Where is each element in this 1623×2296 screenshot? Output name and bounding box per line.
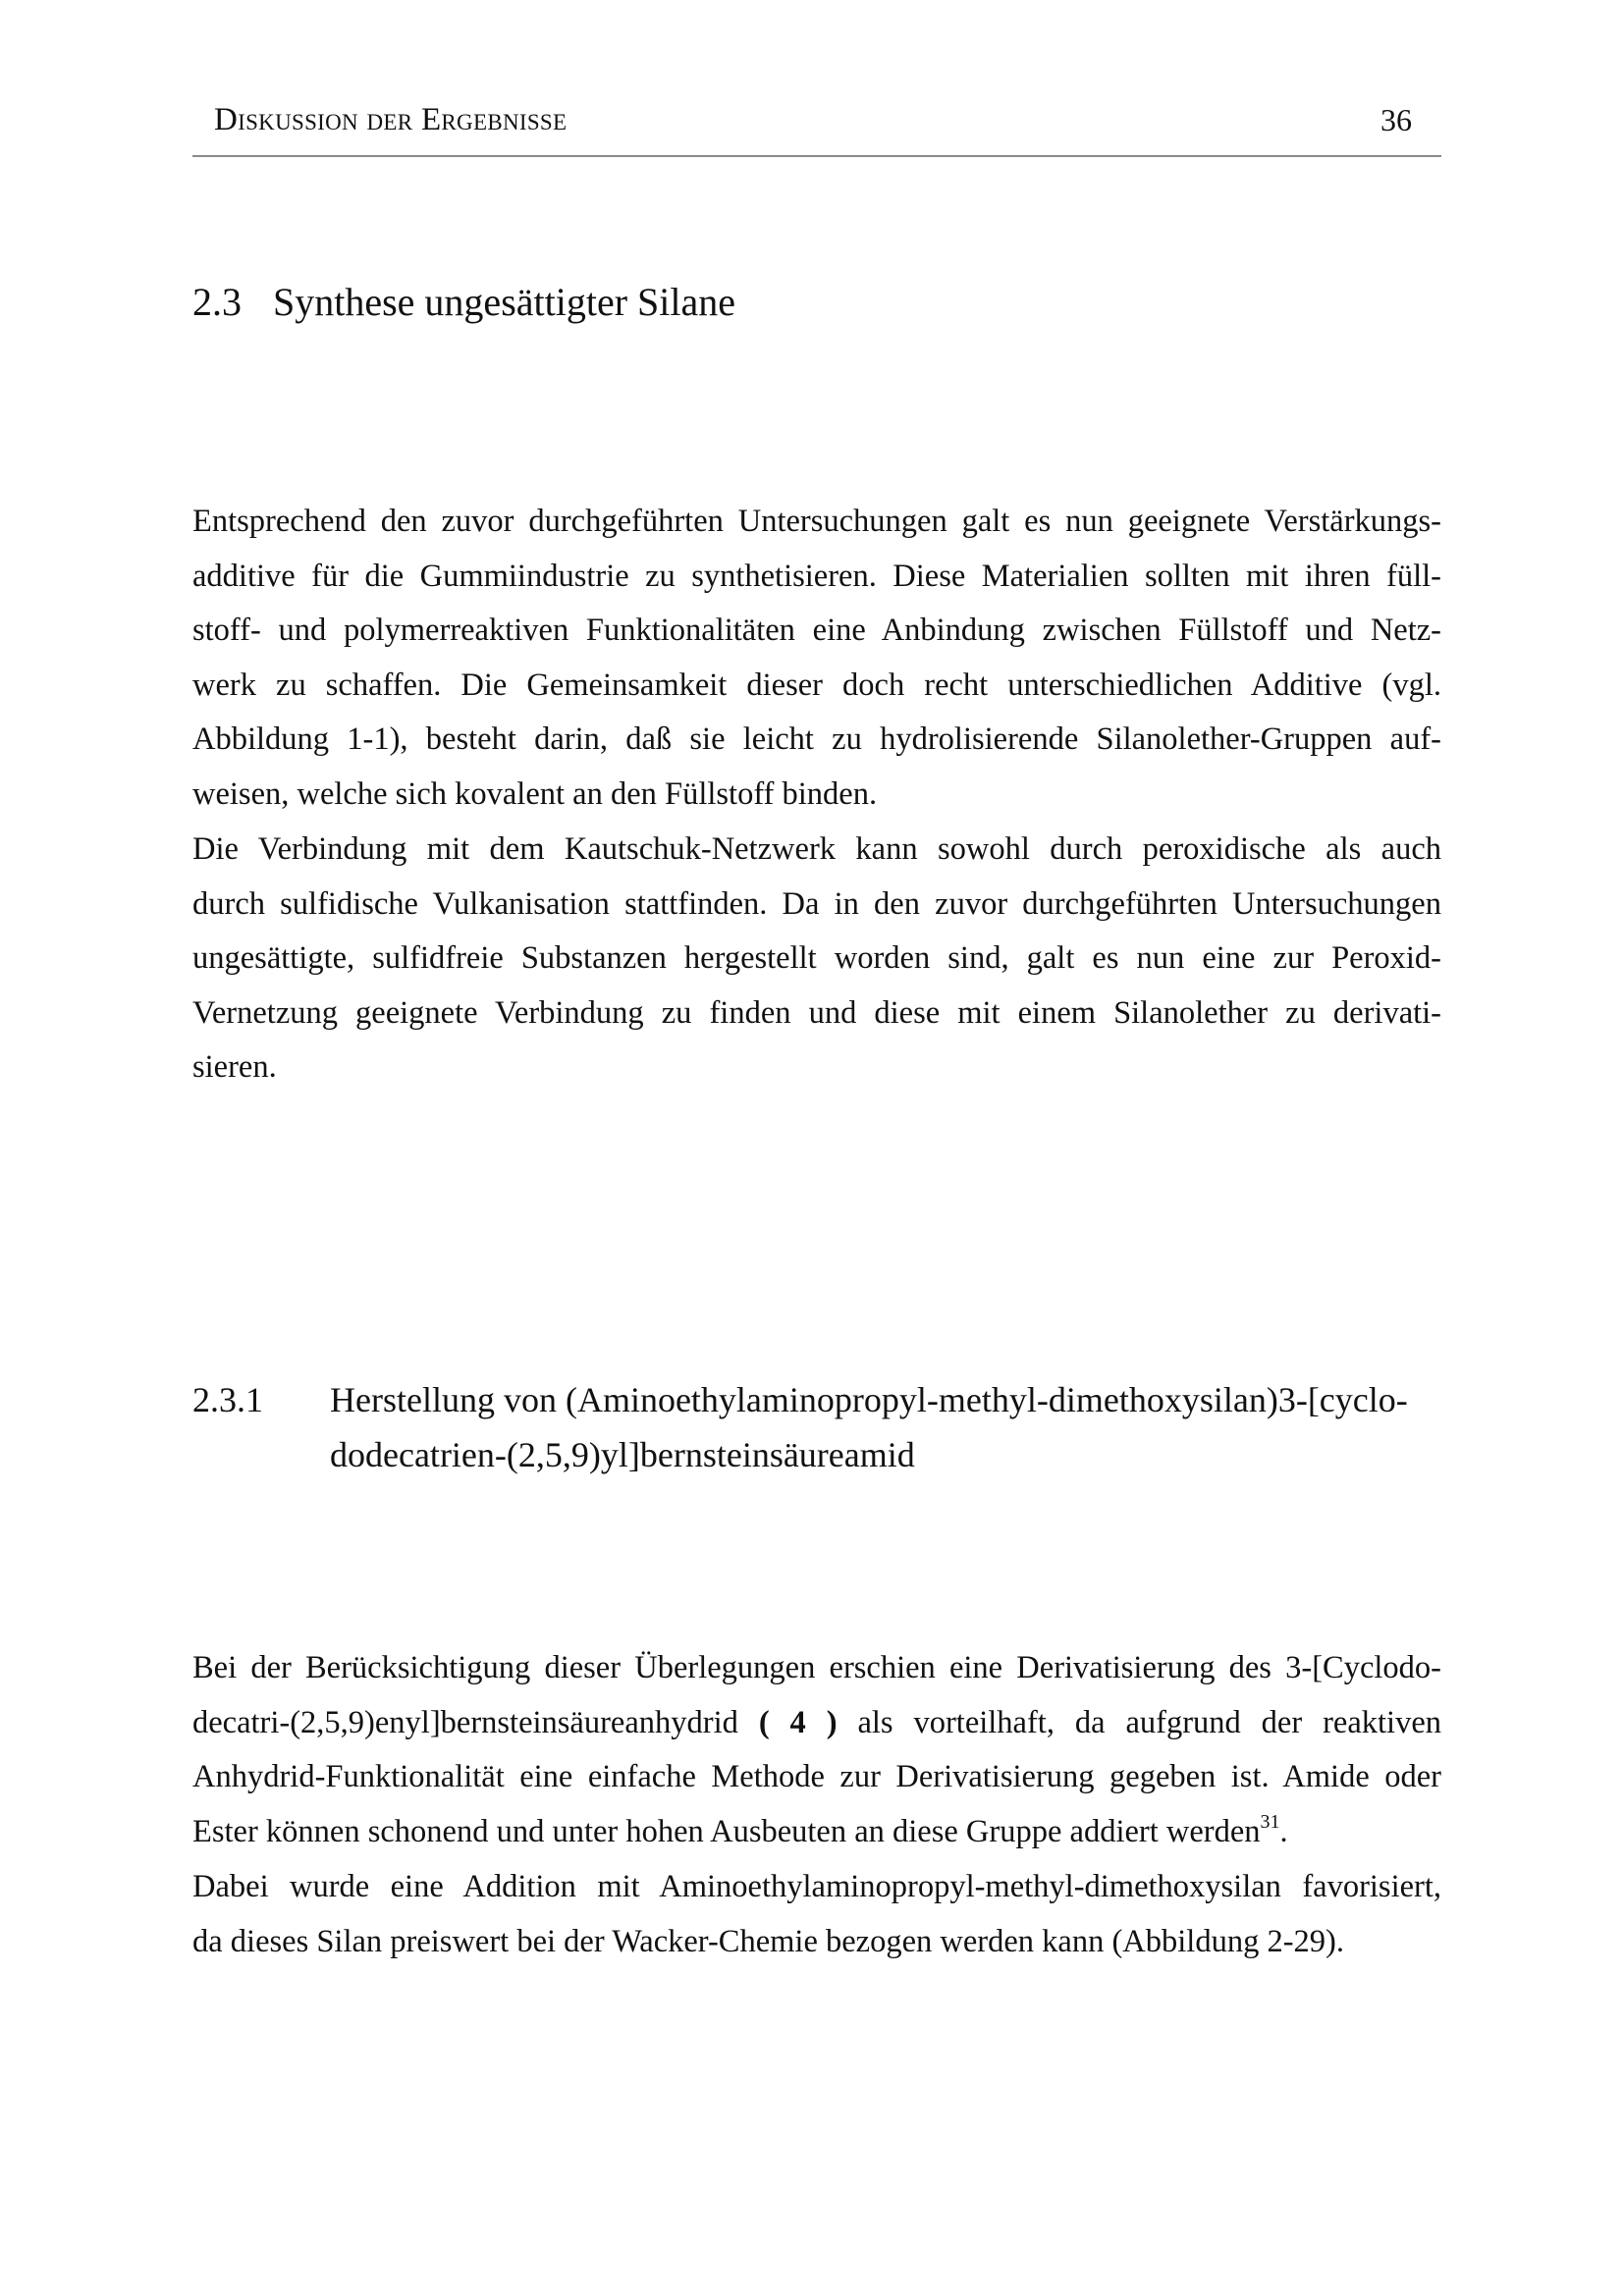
section-heading (192, 277, 735, 328)
paragraph-3 (192, 1641, 1441, 1859)
subsection-title (330, 1372, 1441, 1482)
paragraph-line: sieren. (192, 1049, 277, 1085)
paragraph-line: Bei der Berücksichtigung dieser Überlegungen erschien eine Derivatisierung des 3-[Cyclodo- (192, 1650, 1441, 1685)
paragraph-line: Vernetzung geeignete Verbindung zu finden und diese mit einem Silanolether zu derivati- (192, 994, 1441, 1031)
paragraph-line: Entsprechend den zuvor durchgeführten Untersuchungen galt es nun geeignete Verstärkungs- (192, 504, 1441, 539)
page-number: 36 (1380, 102, 1412, 137)
section-number: 2.3 (192, 280, 242, 324)
line-text: . (1279, 1813, 1288, 1849)
paragraph-4 (192, 1860, 1441, 1969)
subsection-title-line: dodecatrien-(2,5,9)yl]bernsteinsäureamid (330, 1435, 915, 1474)
subsection-title-line: Herstellung von (Aminoethylaminopropyl-methyl-dimethoxysilan)3-[cyclo- (330, 1380, 1408, 1419)
paragraph-line (192, 1805, 1441, 1860)
page-header (192, 98, 1441, 157)
line-text: als vorteilhaft, da aufgrund der reaktiven (857, 1704, 1442, 1740)
subsection-number: 2.3.1 (192, 1380, 263, 1419)
paragraph-line: ungesättigte, sulfidfreie Substanzen hergestellt worden sind, galt es nun eine zur Peroxid- (192, 940, 1441, 976)
paragraph-line: Die Verbindung mit dem Kautschuk-Netzwerk kann sowohl durch peroxidische als auch (192, 831, 1441, 867)
line-text: decatri-(2,5,9)enyl]bernsteinsäureanhydrid (192, 1704, 738, 1740)
paragraph-line: stoff- und polymerreaktiven Funktionalitäten eine Anbindung zwischen Füllstoff und Netz- (192, 613, 1441, 648)
section-title: Synthese ungesättigter Silane (273, 280, 736, 324)
paragraph-line: weisen, welche sich kovalent an den Füllstoff binden. (192, 775, 878, 812)
paragraph-line (192, 1696, 1441, 1751)
footnote-reference: 31 (1260, 1810, 1280, 1833)
paragraph-line: Dabei wurde eine Addition mit Aminoethylaminopropyl-methyl-dimethoxysilan favorisiert, (192, 1869, 1441, 1904)
paragraph-line: werk zu schaffen. Die Gemeinsamkeit dieser doch recht unterschiedlichen Additive (vgl. (192, 667, 1441, 703)
paragraph-line: da dieses Silan preiswert bei der Wacker-Chemie bezogen werden kann (Abbildung 2-29). (192, 1923, 1344, 1959)
running-title: Diskussion der Ergebnisse (214, 102, 568, 137)
paragraph-line: Anhydrid-Funktionalität eine einfache Methode zur Derivatisierung gegeben ist. Amide oder (192, 1759, 1441, 1794)
compound-reference: ( 4 ) (758, 1704, 838, 1740)
line-text: Ester können schonend und unter hohen Ausbeuten an diese Gruppe addiert werden (192, 1813, 1261, 1849)
paragraph-1 (192, 495, 1441, 822)
paragraph-line: Abbildung 1-1), besteht darin, daß sie leicht zu hydrolisierende Silanolether-Gruppen auf- (192, 721, 1441, 757)
paragraph-2 (192, 823, 1441, 1095)
paragraph-line: durch sulfidische Vulkanisation stattfinden. Da in den zuvor durchgeführten Untersuchungen (192, 885, 1441, 922)
paragraph-line: additive für die Gummiindustrie zu synthetisieren. Diese Materialien sollten mit ihren füll- (192, 558, 1441, 594)
